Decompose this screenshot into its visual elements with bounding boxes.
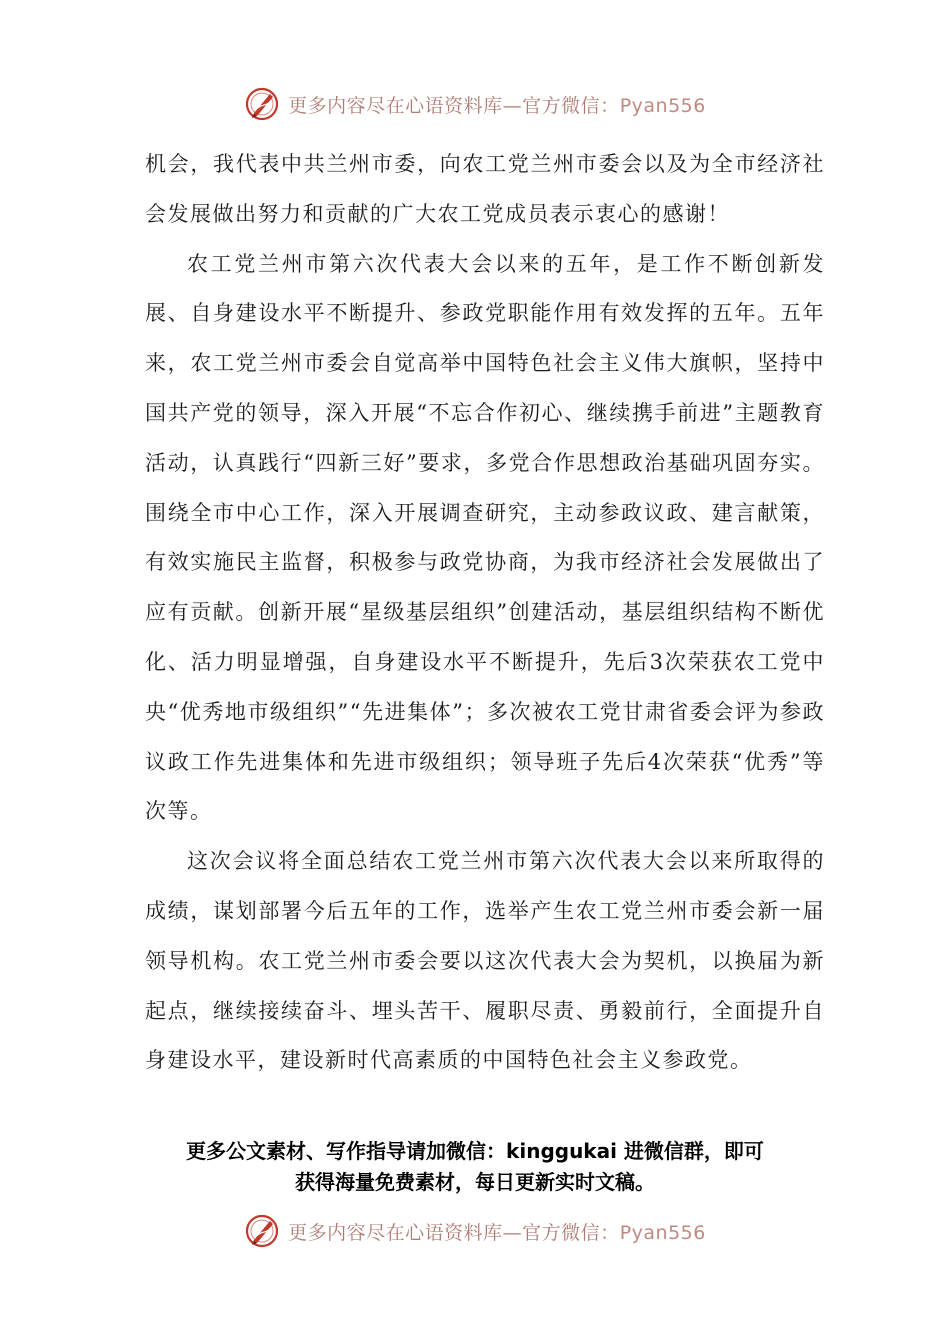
header-watermark xyxy=(0,84,950,124)
promo-line-2: 获得海量免费素材，每日更新实时文稿。 xyxy=(295,1170,655,1194)
watermark-title: 更多内容尽在心语资料库 xyxy=(288,1221,503,1244)
footer-watermark xyxy=(0,1211,950,1251)
watermark-account: Pyan556 xyxy=(619,1221,706,1244)
watermark-text xyxy=(288,1218,706,1245)
watermark-text xyxy=(288,91,706,118)
document-body xyxy=(145,140,825,1086)
watermark-label: 官方微信： xyxy=(522,1221,620,1244)
pen-logo-icon xyxy=(244,86,280,122)
promo-notice xyxy=(140,1136,810,1198)
watermark-title: 更多内容尽在心语资料库 xyxy=(288,94,503,117)
watermark-label: 官方微信： xyxy=(522,94,620,117)
watermark-account: Pyan556 xyxy=(619,94,706,117)
promo-line-1: 更多公文素材、写作指导请加微信：kinggukai 进微信群，即可 xyxy=(186,1139,764,1163)
paragraph-2: 农工党兰州市第六次代表大会以来的五年，是工作不断创新发展、自身建设水平不断提升、参政党职能作用有效发挥的五年。五年来，农工党兰州市委会自觉高举中国特色社会主义伟大旗帜，坚持中国共产党的领导，深入开展“不忘合作初心、继续携手前进”主题教育活动，认真践行“四新三好”要求，多党合作思想政治基础巩固夯实。围绕全市中心工作，深入开展调查研究，主动参政议政、建言献策，有效实施民主监督，积极参与政党协商，为我市经济社会发展做出了应有贡献。创新开展“星级基层组织”创建活动，基层组织结构不断优化、活力明显增强，自身建设水平不断提升，先后3次荣获农工党中央“优秀地市级组织”“先进集体”；多次被农工党甘肃省委会评为参政议政工作先进集体和先进市级组织；领导班子先后4次荣获“优秀”等次等。 xyxy=(145,251,825,824)
pen-logo-icon xyxy=(244,1213,280,1249)
watermark-separator: — xyxy=(502,1221,523,1244)
paragraph-1: 机会，我代表中共兰州市委，向农工党兰州市委会以及为全市经济社会发展做出努力和贡献的广大农工党成员表示衷心的感谢！ xyxy=(145,152,825,226)
paragraph-3: 这次会议将全面总结农工党兰州市第六次代表大会以来所取得的成绩，谋划部署今后五年的工作，选举产生农工党兰州市委会新一届领导机构。农工党兰州市委会要以这次代表大会为契机，以换届为新起点，继续接续奋斗、埋头苦干、履职尽责、勇毅前行，全面提升自身建设水平，建设新时代高素质的中国特色社会主义参政党。 xyxy=(145,849,825,1073)
watermark-separator: — xyxy=(502,94,523,117)
